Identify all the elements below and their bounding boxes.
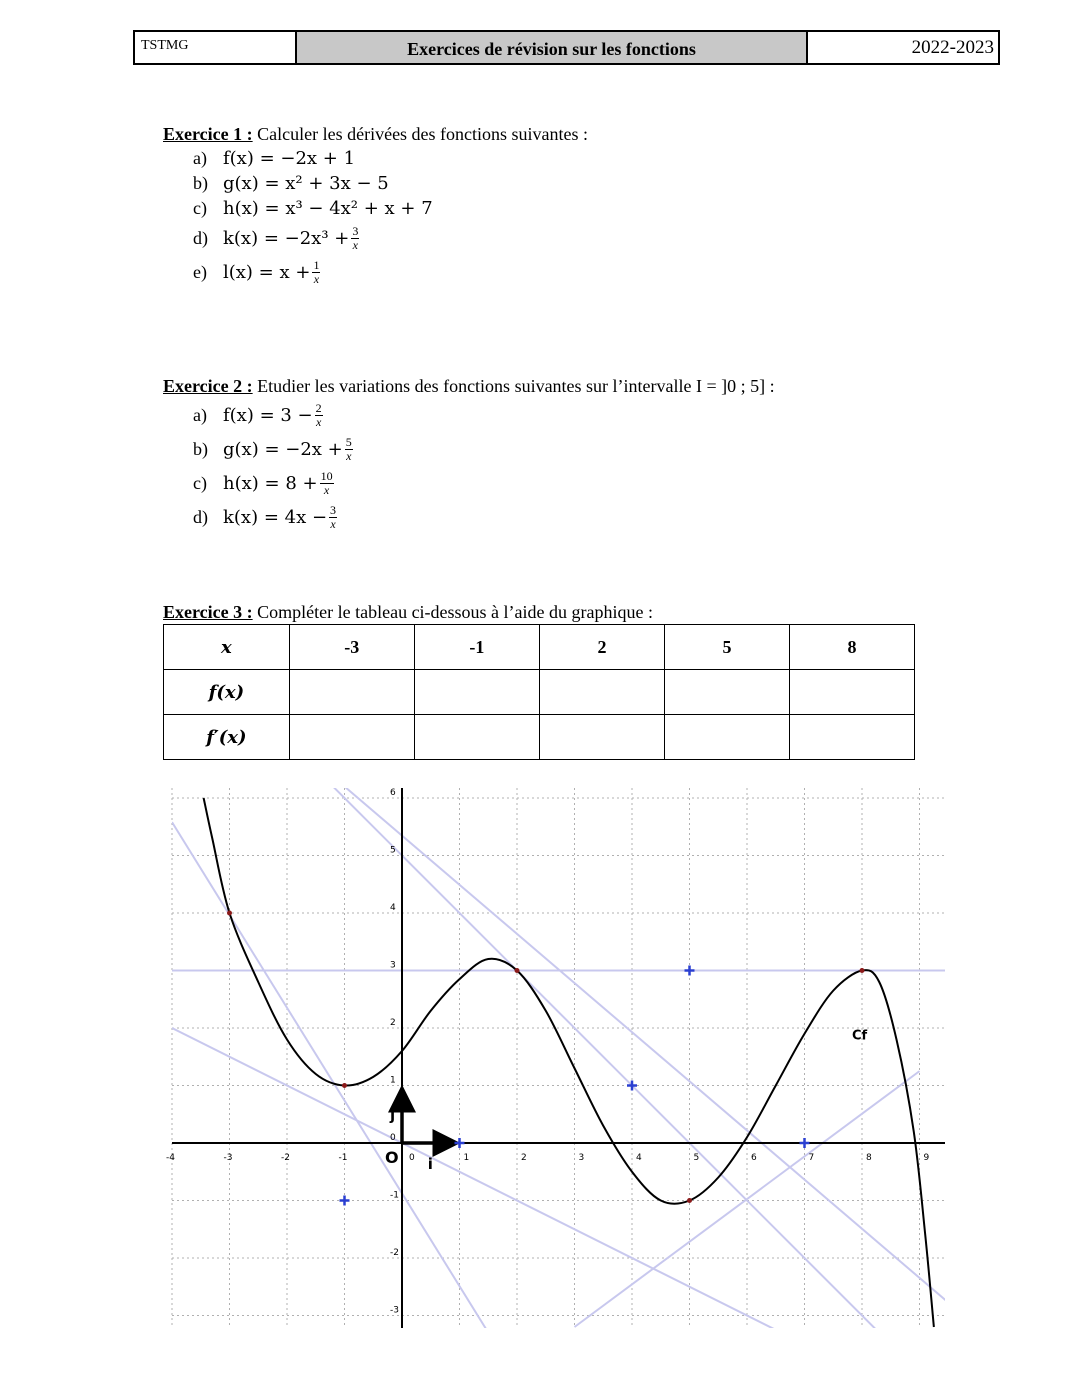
unit-i-label: i xyxy=(427,1155,433,1173)
x-tick-label: -4 xyxy=(166,1153,175,1163)
y-tick-label: 5 xyxy=(390,845,396,856)
curve-point xyxy=(342,1083,347,1088)
curve-point xyxy=(687,1198,692,1203)
y-tick-label: 4 xyxy=(390,903,396,913)
x-tick-label: 2 xyxy=(521,1153,527,1163)
list-item: a) f(x) = −2x + 1 xyxy=(193,148,356,169)
ex1-instruction: Calculer les dérivées des fonctions suivantes : xyxy=(257,124,589,144)
x-tick-label: 4 xyxy=(636,1153,642,1163)
header-class: TSTMG xyxy=(135,32,297,63)
fraction: $\frac{3}{x}$ xyxy=(330,502,337,531)
fraction: $\frac{10}{x}$ xyxy=(320,468,333,497)
x-tick-label: 5 xyxy=(693,1153,700,1163)
x-tick-label: -3 xyxy=(223,1153,233,1163)
y-tick-label: 6 xyxy=(390,788,396,798)
x-tick-label: -1 xyxy=(338,1153,348,1163)
x-tick-label: 8 xyxy=(866,1153,872,1163)
ex3-title: Exercice 3 : xyxy=(163,602,253,622)
list-item: b) g(x) = x² + 3x − 5 xyxy=(193,173,389,194)
list-item: d) k(x) = −2x³ + $\frac{3}{x}$ xyxy=(193,223,359,252)
list-item: e) l(x) = x + $\frac{1}{x}$ xyxy=(193,257,320,286)
unit-j-label: j xyxy=(390,1106,396,1124)
fraction: $\frac{5}{x}$ xyxy=(345,434,352,463)
ex3-instruction: Compléter le tableau ci-dessous à l’aide du graphique : xyxy=(257,602,653,622)
y-tick-label: -1 xyxy=(390,1190,399,1201)
list-item: c) h(x) = 8 + $\frac{10}{x}$ xyxy=(193,468,333,497)
table-row: f′(x) xyxy=(164,715,915,760)
x-tick-label: 1 xyxy=(463,1153,470,1163)
list-item: c) h(x) = x³ − 4x² + x + 7 xyxy=(193,198,433,219)
ex2-title: Exercice 2 : xyxy=(163,376,253,396)
tangent-line xyxy=(345,787,978,1328)
x-tick-label: 9 xyxy=(923,1153,930,1163)
y-tick-label: -3 xyxy=(390,1305,399,1316)
x-tick-label: -2 xyxy=(281,1153,290,1163)
list-item: b) g(x) = −2x + $\frac{5}{x}$ xyxy=(193,434,352,463)
x-tick-label: 6 xyxy=(751,1153,757,1163)
table-row: f(x) xyxy=(164,670,915,715)
y-tick-label: 1 xyxy=(390,1075,396,1086)
fraction: $\frac{2}{x}$ xyxy=(315,400,322,429)
y-tick-label: -2 xyxy=(390,1248,399,1258)
curve-label: Cf xyxy=(852,1028,868,1044)
tangent-line xyxy=(172,626,920,1374)
table-row: x -3 -1 2 5 8 xyxy=(164,625,915,670)
list-item: a) f(x) = 3 − $\frac{2}{x}$ xyxy=(193,400,322,429)
curve-point xyxy=(227,911,232,916)
y-tick-label: 3 xyxy=(390,960,396,971)
ex1-title: Exercice 1 : xyxy=(163,124,253,144)
y-tick-label: 0 xyxy=(390,1133,396,1143)
fraction: $\frac{3}{x}$ xyxy=(352,223,359,252)
fraction: $\frac{1}{x}$ xyxy=(313,257,320,286)
tangent-line xyxy=(172,1028,920,1397)
origin-label: O xyxy=(385,1148,399,1167)
curve-point xyxy=(515,968,520,973)
ex2-instruction: Etudier les variations des fonctions suivantes sur l’intervalle I = ]0 ; 5] : xyxy=(257,376,775,396)
x-tick-label: 0 xyxy=(409,1153,415,1163)
y-tick-label: 2 xyxy=(390,1018,396,1028)
list-item: d) k(x) = 4x − $\frac{3}{x}$ xyxy=(193,502,337,531)
x-tick-label: 3 xyxy=(578,1153,585,1163)
header-year: 2022-2023 xyxy=(911,37,994,58)
header-title: Exercices de révision sur les fonctions xyxy=(297,32,808,63)
tangent-line xyxy=(172,822,920,1397)
curve-cf xyxy=(204,798,934,1327)
x-tick-label: 7 xyxy=(808,1153,815,1163)
curve-point xyxy=(860,968,865,973)
